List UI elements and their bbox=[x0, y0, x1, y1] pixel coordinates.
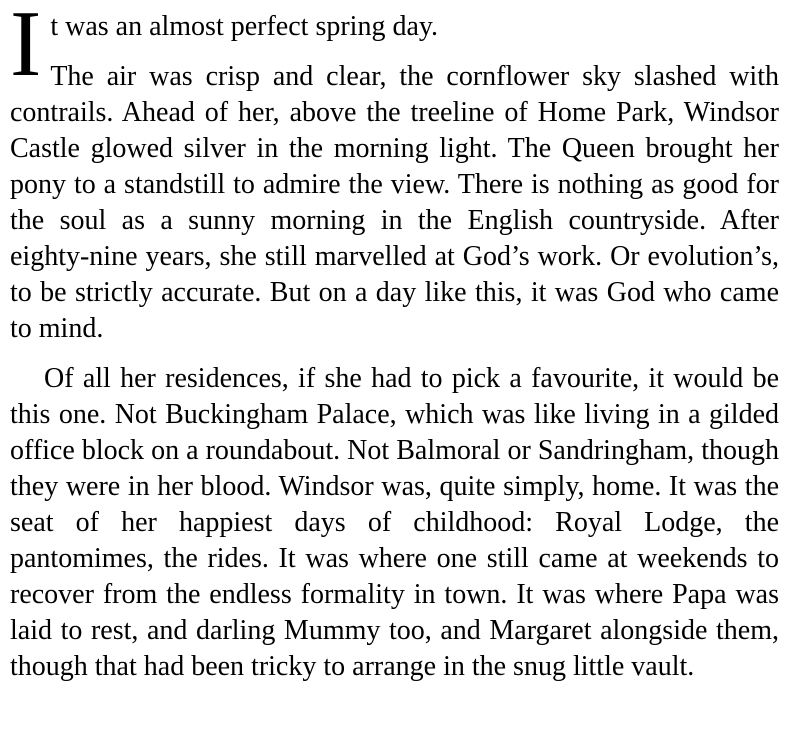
opening-paragraph-text: t was an almost perfect spring day. bbox=[50, 11, 439, 42]
paragraph-morning-ride: The air was crisp and clear, the cornflower sky slashed with contrails. Ahead of her, above the treeline of Home Park, Windsor Castle glowed silver in the morning light. The Queen brought her pony to a standstill to admire the view. There is nothing as good for the soul as a sunny morning in the English countryside. After eighty-nine years, she still marvelled at God’s work. Or evolution’s, to be strictly accurate. But on a day like this, it was God who came to mind. bbox=[10, 61, 779, 344]
opening-paragraph bbox=[10, 0, 779, 96]
paragraph-residences: Of all her residences, if she had to pick a favourite, it would be this one. Not Buckingham Palace, which was like living in a gilded office block on a roundabout. Not Balmoral or Sandringham, though they were in her blood. Windsor was, quite simply, home. It was the seat of her happiest days of childhood: Royal Lodge, the pantomimes, the rides. It was where one still came at weekends to recover from the endless formality in town. It was where Papa was laid to rest, and darling Mummy too, and Margaret alongside them, though that had been tricky to arrange in the snug little vault. bbox=[10, 363, 779, 682]
drop-cap-letter: I bbox=[10, 0, 42, 96]
